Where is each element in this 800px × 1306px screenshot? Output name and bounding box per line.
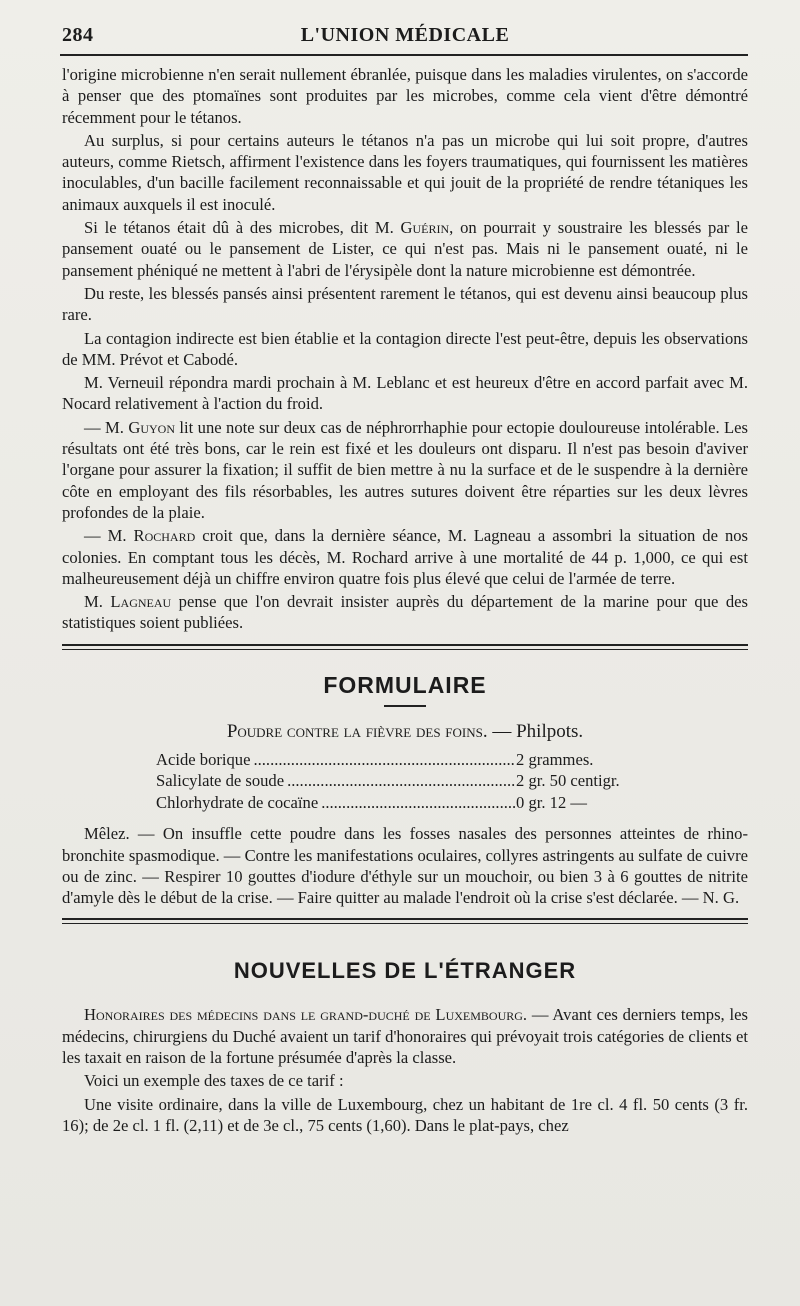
paragraph-honoraires [62, 1004, 748, 1068]
news-heading: Honoraires des médecins dans le grand-duché de Luxembourg. [84, 1005, 528, 1025]
section-divider [62, 918, 748, 924]
ingredient-dose: 2 gr. 50 centigr. [516, 771, 620, 791]
paragraph-du-reste: Du reste, les blessés pansés ainsi présentent rarement le tétanos, qui est devenu ainsi beaucoup plus rare. [62, 283, 748, 325]
paragraph-guyon [62, 417, 748, 523]
text-fragment: Si le tétanos était dû à des microbes, dit M. [84, 218, 401, 238]
text-fragment: , on pourrait y soustraire les blessés par le pansement ouaté ou le pansement de Lister, ce qui n'est pas. Mais ni le pansement ouaté, ni le pansement phéniqué ne mettent à l'abri de l'érysipèle dont la nature microbienne est démontrée. [62, 218, 748, 280]
author-name-lagneau: Lagneau [110, 592, 172, 612]
journal-title: L'UNION MÉDICALE [300, 24, 510, 46]
ingredient-row [156, 792, 626, 814]
formula-heading [62, 721, 748, 743]
formula-author: — Philpots. [487, 720, 584, 742]
author-name-rochard: Rochard [133, 526, 196, 546]
paragraph-contagion: La contagion indirecte est bien établie et la contagion directe l'est peut-être, depuis les observations de MM. Prévot et Cabodé. [62, 328, 748, 369]
paragraph-exemple: Voici un exemple des taxes de ce tarif : [84, 1071, 344, 1091]
text-fragment: lit une note sur deux cas de néphrorrhaphie pour ectopie douloureuse intolérable. Les résultats ont été très bons, car le rein est fixé et les douleurs ont disparu. Il n'est pas besoin d'aviver l'organe pour assurer la fixation; il suffit de bien mettre à nu la surface et de le suspendre à la dernière côte en employant des fils résorbables, les autres sutures doivent être réparties sur les deux lèvres profondes de la plaie. [62, 417, 749, 522]
ingredient-dose: 2 grammes. [516, 749, 594, 769]
ingredient-list [156, 749, 626, 814]
ingredient-row [156, 749, 626, 771]
nouvelles-title: NOUVELLES DE L'ÉTRANGER [233, 958, 577, 984]
paragraph-guerin [62, 217, 748, 281]
page-number: 284 [62, 24, 94, 46]
paragraph-rochard [62, 525, 748, 589]
paragraph-lagneau [62, 591, 748, 634]
running-header [62, 18, 748, 48]
paragraph-verneuil: M. Verneuil répondra mardi prochain à M. Leblanc et est heureux d'être en accord parfait avec M. Nocard relativement à l'action du froid. [62, 373, 748, 414]
text-fragment: — M. [84, 417, 129, 437]
text-fragment: pense que l'on devrait insister auprès du département de la marine pour que des statistiques soient publiées. [62, 592, 748, 633]
formulaire-title: FORMULAIRE [323, 671, 487, 698]
text-fragment: croit que, dans la dernière séance, M. Lagneau a assombri la situation de nos colonies. En comptant tous les décès, M. Rochard arrive à une mortalité de 44 p. 1,000, ce qui est malheureusement déjà un chiffre environ quatre fois plus élevé que celui de l'armée de terre. [62, 526, 748, 588]
formula-instructions: Mêlez. — On insuffle cette poudre dans les fosses nasales des personnes atteintes de rhino-bronchite spasmodique. — Contre les manifestations oculaires, collyres astringents au sulfate de cuivre ou de zinc. — Respirer 10 gouttes d'iodure d'éthyle sur un mouchoir, ou bien 3 à 6 gouttes de nitrite d'amyle dès le début de la crise. — Faire quitter au malade l'endroit où la crise s'est déclarée. — N. G. [62, 824, 748, 908]
paragraph-rietsch: Au surplus, si pour certains auteurs le tétanos n'a pas un microbe qui lui soit propre, d'autres auteurs, comme Rietsch, affirment l'existence dans les foyers traumatiques, qui fournissent les matières inoculables, d'un bacille facilement reconnaissable et qui jouit de la propriété de rendre tétaniques les animaux auxquels il est inoculé. [62, 130, 748, 214]
paragraph-ptomaines: l'origine microbienne n'en serait nullement ébranlée, puisque dans les maladies virulentes, on s'accorde à penser que des ptomaïnes sont produites par les microbes, comme cela vient d'être démontré récemment pour le tétanos. [62, 65, 748, 127]
leader-dots [250, 749, 516, 771]
header-rule [60, 54, 748, 56]
leader-dots [318, 792, 516, 814]
section-divider [62, 644, 748, 650]
ingredient-dose: 0 gr. 12 — [516, 792, 587, 812]
title-underline [384, 705, 426, 707]
text-fragment: — Avant ces derniers temps, les médecins, chirurgiens du Duché avaient un tarif d'honoraires qui prévoyait trois catégories de clients et les taxait en raison de la fortune présumée d'après la classe. [62, 1005, 748, 1067]
text-fragment: — M. [84, 526, 134, 546]
leader-dots [284, 770, 516, 792]
ingredient-row [156, 770, 626, 792]
formula-name: Poudre contre la fièvre des foins. [226, 720, 488, 742]
author-name-guerin: Guérin [400, 218, 450, 238]
paragraph-visite: Une visite ordinaire, dans la ville de Luxembourg, chez un habitant de 1re cl. 4 fl. 50 cents (3 fr. 16); de 2e cl. 1 fl. (2,11) et de 3e cl., 75 cents (1,60). Dans le plat-pays, chez [62, 1094, 748, 1135]
author-name-guyon: Guyon [128, 417, 175, 437]
ingredient-name: Acide borique [156, 749, 251, 769]
ingredient-name: Chlorhydrate de cocaïne [156, 792, 319, 812]
text-fragment: M. [84, 592, 111, 612]
ingredient-name: Salicylate de soude [156, 771, 285, 791]
